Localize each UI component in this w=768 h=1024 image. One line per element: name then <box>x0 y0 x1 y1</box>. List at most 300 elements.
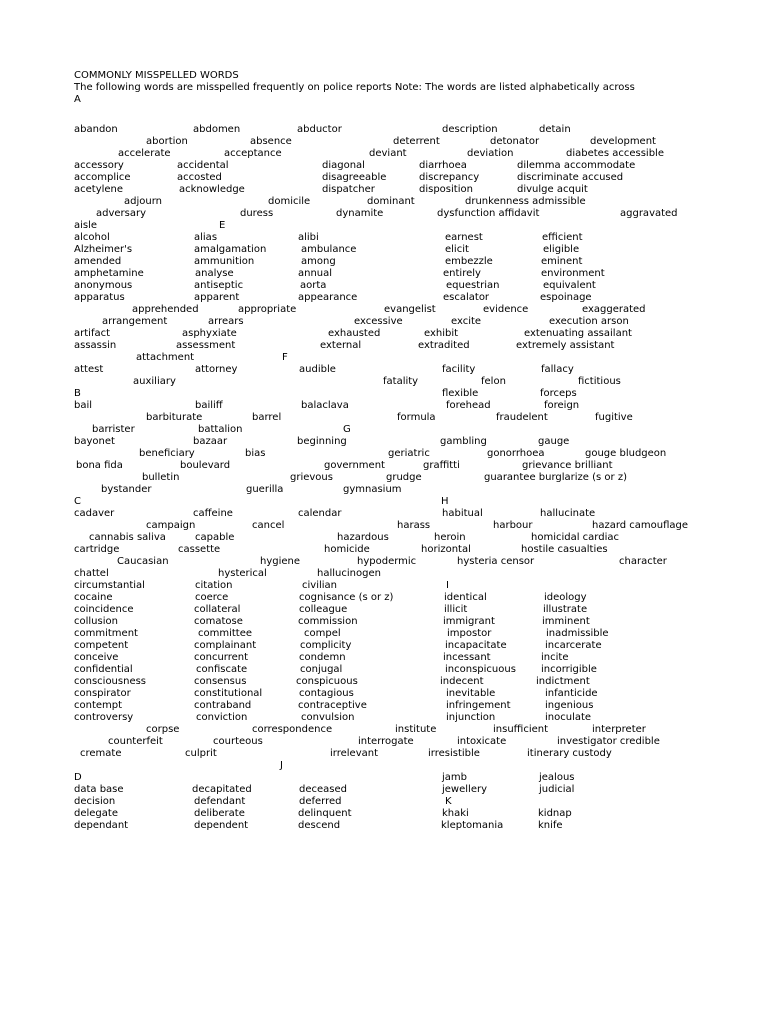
word-line <box>0 496 633 508</box>
word-entry: delegate <box>74 808 118 819</box>
word-line <box>0 568 633 580</box>
word-entry: contagious <box>299 688 354 699</box>
word-entry: identical <box>444 592 487 603</box>
word-entry: comatose <box>194 616 243 627</box>
word-entry: assessment <box>176 340 236 351</box>
section-letter-a: A <box>74 94 81 105</box>
word-entry: evidence <box>483 304 529 315</box>
word-line <box>0 148 664 160</box>
word-entry: earnest <box>445 232 483 243</box>
word-line <box>0 712 633 724</box>
word-entry: acknowledge <box>179 184 245 195</box>
word-entry: divulge acquit <box>517 184 588 195</box>
word-entry: circumstantial <box>74 580 145 591</box>
word-entry: bias <box>245 448 266 459</box>
word-line <box>0 676 633 688</box>
word-entry: hostile casualties <box>521 544 608 555</box>
word-entry: bulletin <box>142 472 180 483</box>
word-entry: development <box>590 136 656 147</box>
word-entry: formula <box>397 412 436 423</box>
word-entry: D <box>74 772 82 783</box>
word-entry: fugitive <box>595 412 633 423</box>
word-entry: alcohol <box>74 232 110 243</box>
word-entry: Alzheimer's <box>74 244 133 255</box>
word-entry: drunkenness admissible <box>465 196 586 207</box>
word-entry: fraudelent <box>496 412 548 423</box>
word-line <box>0 484 633 496</box>
word-entry: jamb <box>442 772 467 783</box>
word-entry: guarantee burglarize (s or z) <box>484 472 627 483</box>
word-entry: conspirator <box>74 688 131 699</box>
word-entry: coerce <box>195 592 229 603</box>
word-entry: deceased <box>299 784 347 795</box>
word-entry: geriatric <box>388 448 430 459</box>
word-entry: hysterical <box>218 568 267 579</box>
word-line <box>0 376 633 388</box>
word-line <box>0 448 667 460</box>
word-entry: K <box>445 796 452 807</box>
word-entry: I <box>446 580 449 591</box>
word-entry: apparatus <box>74 292 125 303</box>
word-entry: disposition <box>419 184 473 195</box>
word-entry: inadmissible <box>546 628 609 639</box>
word-line <box>0 400 633 412</box>
word-entry: barrister <box>92 424 135 435</box>
word-entry: cassette <box>178 544 221 555</box>
word-entry: consciousness <box>74 676 147 687</box>
word-entry: barrel <box>252 412 282 423</box>
word-entry: cognisance (s or z) <box>299 592 394 603</box>
word-line <box>0 532 633 544</box>
word-entry: artifact <box>74 328 111 339</box>
word-entry: consensus <box>194 676 247 687</box>
word-line <box>0 724 646 736</box>
word-line <box>0 196 633 208</box>
word-entry: eligible <box>543 244 580 255</box>
word-entry: exhausted <box>328 328 381 339</box>
word-entry: collusion <box>74 616 118 627</box>
word-line <box>0 232 633 244</box>
word-entry: dependant <box>74 820 129 831</box>
word-entry: chattel <box>74 568 109 579</box>
word-entry: accelerate <box>118 148 171 159</box>
word-entry: controversy <box>74 712 134 723</box>
word-entry: deferred <box>299 796 342 807</box>
word-entry: infanticide <box>545 688 598 699</box>
word-entry: gauge <box>538 436 570 447</box>
word-entry: acceptance <box>224 148 282 159</box>
word-entry: illicit <box>444 604 468 615</box>
word-entry: fictitious <box>578 376 621 387</box>
word-entry: incessant <box>443 652 491 663</box>
word-line <box>0 784 633 796</box>
word-entry: complicity <box>300 640 352 651</box>
word-entry: dominant <box>367 196 415 207</box>
word-line <box>0 256 633 268</box>
word-entry: F <box>282 352 288 363</box>
word-entry: condemn <box>299 652 346 663</box>
word-entry: insufficient <box>493 724 549 735</box>
word-entry: forceps <box>540 388 577 399</box>
word-entry: excite <box>451 316 482 327</box>
word-entry: cadaver <box>74 508 115 519</box>
word-entry: gymnasium <box>343 484 402 495</box>
word-entry: cannabis saliva <box>89 532 166 543</box>
word-entry: assassin <box>74 340 117 351</box>
word-entry: barbiturate <box>146 412 203 423</box>
word-entry: J <box>280 760 283 771</box>
word-entry: indictment <box>536 676 590 687</box>
word-entry: discrepancy <box>419 172 480 183</box>
word-entry: collateral <box>194 604 241 615</box>
word-entry: hazard camouflage <box>592 520 689 531</box>
word-entry: espoinage <box>540 292 592 303</box>
word-entry: accomplice <box>74 172 131 183</box>
word-entry: irrelevant <box>330 748 378 759</box>
word-entry: deviant <box>369 148 407 159</box>
word-entry: entirely <box>443 268 481 279</box>
word-entry: harass <box>397 520 431 531</box>
word-entry: deliberate <box>194 808 245 819</box>
word-entry: efficient <box>542 232 583 243</box>
word-entry: convulsion <box>301 712 355 723</box>
word-line <box>0 796 633 808</box>
word-entry: capable <box>195 532 235 543</box>
word-line <box>0 280 633 292</box>
word-entry: deterrent <box>393 136 440 147</box>
word-entry: H <box>441 496 449 507</box>
word-entry: domicile <box>268 196 311 207</box>
word-line <box>0 184 633 196</box>
word-line <box>0 172 633 184</box>
word-entry: decision <box>74 796 116 807</box>
word-entry: bazaar <box>193 436 228 447</box>
word-entry: cartridge <box>74 544 120 555</box>
word-line <box>0 316 633 328</box>
word-entry: habitual <box>442 508 483 519</box>
word-entry: coincidence <box>74 604 134 615</box>
word-line <box>0 304 646 316</box>
word-line <box>0 292 633 304</box>
word-line <box>0 244 633 256</box>
word-entry: graffitti <box>423 460 460 471</box>
word-entry: exaggerated <box>582 304 646 315</box>
word-entry: defendant <box>194 796 246 807</box>
word-entry: conjugal <box>300 664 343 675</box>
word-line <box>0 160 636 172</box>
word-entry: amphetamine <box>74 268 144 279</box>
word-entry: diarrhoea <box>419 160 467 171</box>
word-entry: excessive <box>354 316 403 327</box>
word-entry: balaclava <box>301 400 349 411</box>
word-entry: exhibit <box>424 328 459 339</box>
word-entry: bona fida <box>76 460 123 471</box>
word-entry: bail <box>74 400 93 411</box>
word-entry: abdomen <box>193 124 241 135</box>
word-line <box>0 520 689 532</box>
word-entry: forehead <box>446 400 491 411</box>
word-entry: external <box>320 340 362 351</box>
word-entry: conspicuous <box>296 676 358 687</box>
word-entry: citation <box>195 580 233 591</box>
word-entry: auxiliary <box>133 376 176 387</box>
word-line <box>0 748 633 760</box>
word-entry: kidnap <box>538 808 572 819</box>
word-entry: knife <box>538 820 563 831</box>
word-entry: competent <box>74 640 129 651</box>
word-entry: apprehended <box>132 304 199 315</box>
word-entry: judicial <box>539 784 575 795</box>
word-line <box>0 592 633 604</box>
word-entry: corpse <box>146 724 180 735</box>
word-entry: asphyxiate <box>182 328 237 339</box>
word-entry: commission <box>298 616 358 627</box>
word-line <box>0 760 633 772</box>
word-entry: irresistible <box>428 748 480 759</box>
word-entry: impostor <box>447 628 492 639</box>
word-entry: delinquent <box>298 808 352 819</box>
word-entry: appearance <box>298 292 358 303</box>
word-entry: audible <box>299 364 336 375</box>
word-entry: harbour <box>493 520 533 531</box>
word-entry: interpreter <box>592 724 646 735</box>
word-entry: counterfeit <box>108 736 163 747</box>
word-entry: hypodermic <box>357 556 417 567</box>
word-line <box>0 556 667 568</box>
word-entry: descend <box>298 820 341 831</box>
word-entry: accidental <box>177 160 229 171</box>
word-entry: facility <box>442 364 476 375</box>
word-entry: dilemma accommodate <box>517 160 636 171</box>
document-title: COMMONLY MISSPELLED WORDS <box>74 70 239 81</box>
word-entry: gonorrhoea <box>487 448 545 459</box>
word-line <box>0 364 633 376</box>
word-entry: evangelist <box>384 304 436 315</box>
word-entry: acetylene <box>74 184 124 195</box>
word-entry: complainant <box>194 640 257 651</box>
word-entry: arrangement <box>102 316 168 327</box>
word-entry: among <box>301 256 336 267</box>
word-entry: calendar <box>298 508 342 519</box>
word-entry: hysteria censor <box>457 556 535 567</box>
word-entry: battalion <box>198 424 243 435</box>
word-entry: institute <box>395 724 437 735</box>
word-entry: equivalent <box>543 280 596 291</box>
word-line <box>0 472 633 484</box>
word-entry: kleptomania <box>441 820 504 831</box>
word-entry: compel <box>304 628 341 639</box>
word-entry: execution arson <box>549 316 629 327</box>
word-line <box>0 352 633 364</box>
word-entry: confiscate <box>196 664 248 675</box>
word-entry: dispatcher <box>322 184 375 195</box>
word-entry: incarcerate <box>545 640 602 651</box>
word-entry: dysfunction affidavit <box>437 208 540 219</box>
word-line <box>0 700 633 712</box>
word-entry: illustrate <box>543 604 588 615</box>
word-entry: beneficiary <box>139 448 195 459</box>
word-entry: felon <box>481 376 506 387</box>
word-entry: G <box>343 424 351 435</box>
word-entry: hallucinate <box>540 508 596 519</box>
word-line <box>0 388 633 400</box>
word-entry: decapitated <box>192 784 252 795</box>
word-entry: B <box>74 388 81 399</box>
word-entry: annual <box>298 268 333 279</box>
word-entry: attachment <box>136 352 195 363</box>
word-entry: khaki <box>442 808 469 819</box>
word-entry: description <box>442 124 498 135</box>
word-line <box>0 424 633 436</box>
word-entry: abortion <box>146 136 188 147</box>
word-entry: cancel <box>252 520 285 531</box>
word-entry: dependent <box>194 820 249 831</box>
word-entry: infringement <box>446 700 511 711</box>
word-entry: courteous <box>213 736 263 747</box>
word-line <box>0 604 633 616</box>
word-entry: culprit <box>185 748 217 759</box>
word-line <box>0 664 633 676</box>
word-entry: data base <box>74 784 124 795</box>
word-entry: attorney <box>195 364 238 375</box>
word-line <box>0 820 633 832</box>
word-entry: disagreeable <box>322 172 387 183</box>
word-entry: eminent <box>541 256 583 267</box>
word-entry: escalator <box>443 292 490 303</box>
word-line <box>0 616 633 628</box>
word-entry: apparent <box>194 292 240 303</box>
word-entry: injunction <box>446 712 496 723</box>
word-entry: caffeine <box>193 508 233 519</box>
word-entry: hazardous <box>337 532 389 543</box>
word-line <box>0 772 633 784</box>
word-entry: ambulance <box>301 244 357 255</box>
word-entry: anonymous <box>74 280 133 291</box>
word-entry: absence <box>250 136 292 147</box>
word-entry: environment <box>541 268 605 279</box>
word-line <box>0 808 633 820</box>
word-entry: heroin <box>434 532 466 543</box>
word-entry: appropriate <box>238 304 297 315</box>
word-entry: cremate <box>80 748 122 759</box>
word-entry: conceive <box>74 652 119 663</box>
word-entry: concurrent <box>194 652 249 663</box>
word-line <box>0 340 633 352</box>
word-entry: aisle <box>74 220 98 231</box>
word-entry: colleague <box>299 604 348 615</box>
word-line <box>0 640 633 652</box>
word-line <box>0 136 656 148</box>
word-entry: elicit <box>445 244 469 255</box>
word-entry: analyse <box>195 268 234 279</box>
word-entry: arrears <box>208 316 244 327</box>
word-entry: conviction <box>196 712 248 723</box>
word-entry: antiseptic <box>194 280 244 291</box>
word-entry: gambling <box>440 436 487 447</box>
word-entry: boulevard <box>180 460 231 471</box>
word-entry: flexible <box>442 388 479 399</box>
word-entry: jewellery <box>442 784 487 795</box>
word-line <box>0 628 633 640</box>
word-entry: fatality <box>383 376 419 387</box>
word-line <box>0 688 633 700</box>
word-entry: homicidal cardiac <box>531 532 619 543</box>
word-entry: equestrian <box>446 280 500 291</box>
word-entry: commitment <box>74 628 138 639</box>
word-entry: interrogate <box>358 736 414 747</box>
word-entry: abductor <box>297 124 342 135</box>
word-entry: grievous <box>290 472 333 483</box>
word-line <box>0 580 633 592</box>
word-line <box>0 436 633 448</box>
word-entry: abandon <box>74 124 118 135</box>
word-entry: duress <box>240 208 274 219</box>
word-entry: government <box>324 460 385 471</box>
word-entry: grievance brilliant <box>522 460 613 471</box>
word-entry: character <box>619 556 667 567</box>
word-entry: correspondence <box>252 724 333 735</box>
word-entry: civilian <box>302 580 337 591</box>
word-entry: incite <box>541 652 569 663</box>
word-entry: homicide <box>324 544 370 555</box>
word-entry: hallucinogen <box>317 568 381 579</box>
word-entry: alibi <box>298 232 319 243</box>
word-entry: extremely assistant <box>516 340 615 351</box>
word-entry: attest <box>74 364 104 375</box>
word-entry: imminent <box>542 616 590 627</box>
word-entry: beginning <box>297 436 347 447</box>
word-entry: ammunition <box>194 256 255 267</box>
word-entry: aggravated <box>620 208 678 219</box>
word-entry: contraband <box>194 700 252 711</box>
word-entry: cocaine <box>74 592 113 603</box>
word-entry: Caucasian <box>117 556 169 567</box>
word-entry: extradited <box>418 340 470 351</box>
word-entry: amalgamation <box>194 244 267 255</box>
word-entry: detain <box>539 124 571 135</box>
word-entry: confidential <box>74 664 133 675</box>
word-line <box>0 736 660 748</box>
word-entry: amended <box>74 256 122 267</box>
word-entry: extenuating assailant <box>524 328 632 339</box>
word-entry: campaign <box>146 520 196 531</box>
word-line <box>0 328 633 340</box>
word-entry: dynamite <box>336 208 384 219</box>
word-entry: incorrigible <box>541 664 597 675</box>
word-entry: accessory <box>74 160 124 171</box>
word-entry: diabetes accessible <box>566 148 664 159</box>
word-entry: inconspicuous <box>445 664 516 675</box>
word-line <box>0 268 633 280</box>
word-entry: committee <box>198 628 253 639</box>
word-entry: foreign <box>544 400 580 411</box>
word-line <box>0 220 633 232</box>
word-entry: indecent <box>440 676 484 687</box>
word-entry: discriminate accused <box>517 172 624 183</box>
word-entry: bystander <box>101 484 152 495</box>
word-entry: jealous <box>539 772 575 783</box>
word-entry: incapacitate <box>445 640 507 651</box>
word-line <box>0 652 633 664</box>
word-entry: intoxicate <box>457 736 507 747</box>
word-entry: hygiene <box>260 556 301 567</box>
word-line <box>0 544 633 556</box>
word-entry: fallacy <box>541 364 574 375</box>
word-entry: accosted <box>177 172 222 183</box>
word-entry: immigrant <box>443 616 495 627</box>
word-entry: aorta <box>300 280 327 291</box>
word-line <box>0 208 678 220</box>
